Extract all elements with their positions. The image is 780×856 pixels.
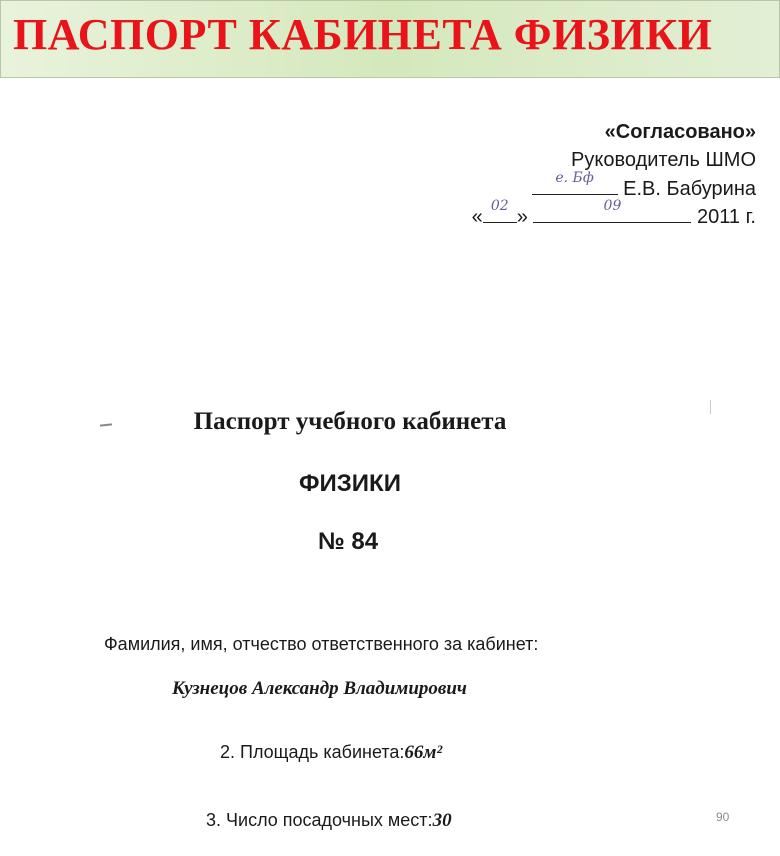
- signature-row: [532, 170, 756, 203]
- signature-scribble: е. Бф: [555, 170, 594, 186]
- title-banner: [0, 0, 780, 78]
- seats-value: 30: [432, 810, 452, 831]
- document-title: Паспорт учебного кабинета: [193, 408, 507, 435]
- quote-close: »: [516, 206, 528, 228]
- seats-label: 3. Число посадочных мест:: [206, 810, 433, 830]
- date-row: [471, 198, 756, 231]
- cabinet-number: № 84: [317, 528, 379, 555]
- month-value: 09: [603, 198, 622, 214]
- approval-heading: «Согласовано»: [604, 121, 756, 143]
- month-line: [533, 198, 691, 223]
- area-row: [220, 742, 442, 764]
- area-label: 2. Площадь кабинета:: [220, 742, 405, 762]
- approver-name: Е.В. Бабурина: [623, 178, 756, 200]
- seats-row: [206, 810, 452, 832]
- responsible-name: Кузнецов Александр Владимирович: [172, 678, 467, 699]
- quote-open: «: [471, 206, 483, 228]
- document-subject: ФИЗИКИ: [299, 470, 401, 497]
- slide-title: ПАСПОРТ КАБИНЕТА ФИЗИКИ: [13, 10, 713, 59]
- approver-role: Руководитель ШМО: [571, 149, 756, 171]
- page-number: 90: [716, 810, 730, 824]
- area-value: 66м²: [404, 742, 443, 763]
- day-line: [483, 198, 517, 223]
- day-value: 02: [490, 198, 509, 214]
- approval-block: [416, 118, 756, 238]
- year-value: 2011 г.: [697, 206, 756, 228]
- responsible-label: Фамилия, имя, отчество ответственного за кабинет:: [104, 634, 539, 654]
